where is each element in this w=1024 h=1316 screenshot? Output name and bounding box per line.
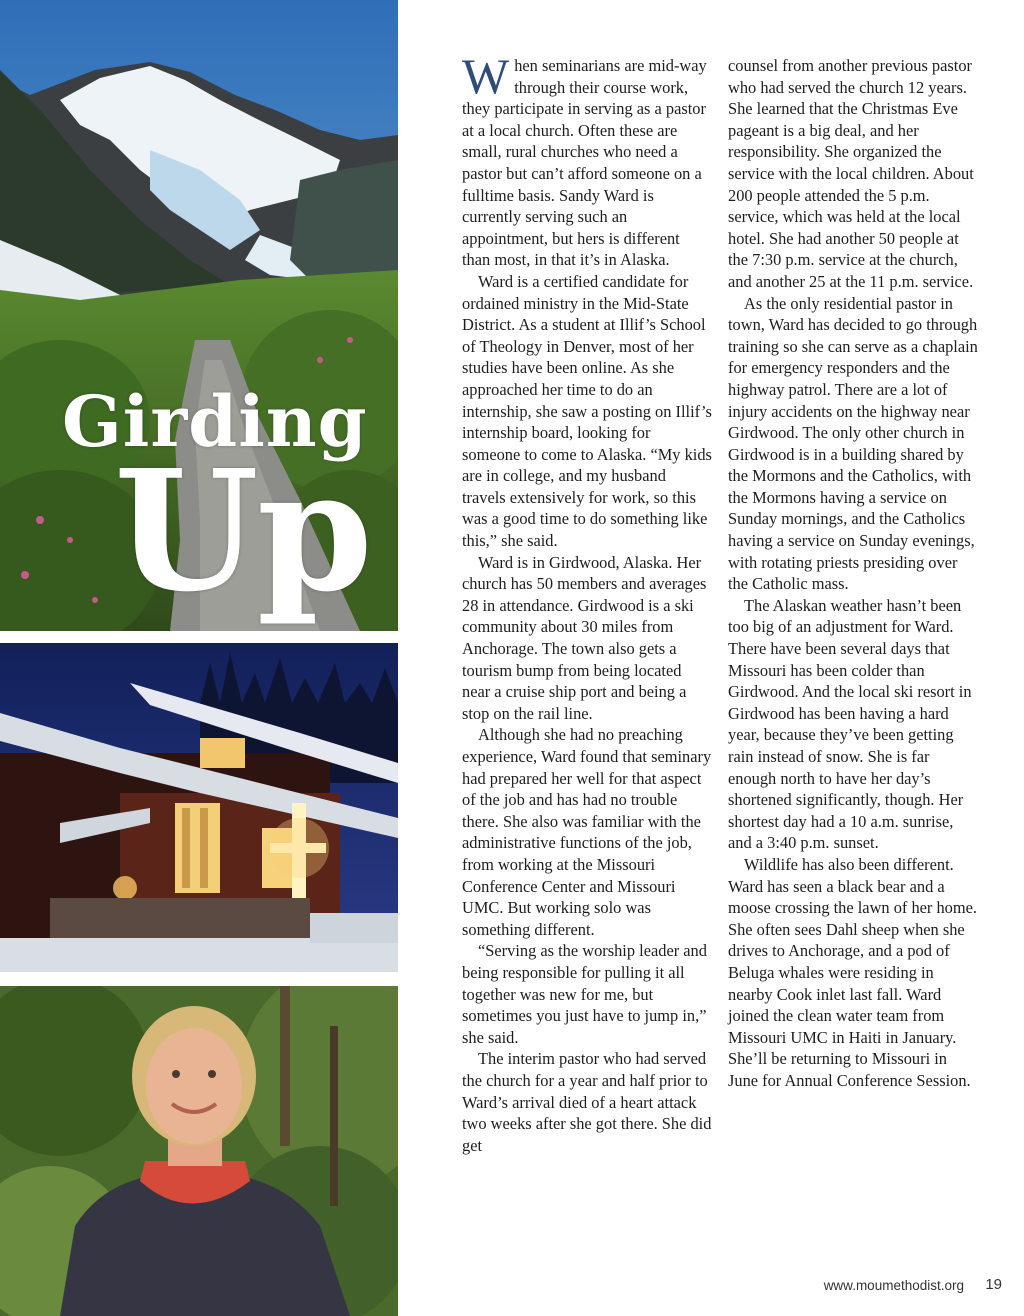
article-paragraph: “Serving as the worship leader and being responsible for pulling it all together was new for me, but sometimes you just have to jump in,” she said.	[462, 941, 707, 1047]
article-paragraph: As the only residential pastor in town, Ward has decided to go through training so she can serve as a chaplain for emergency responders and the highway patrol. There are a lot of injury accidents on the highway near Girdwood. The only other church in Girdwood is in a building shared by the Mormons and the Catholics, with the Mormons having a service on Sunday mornings, and the Catholics having a service on Sunday evenings, with rotating priests presiding over the Catholic mass.	[728, 293, 978, 594]
article-paragraph: The interim pastor who had served the church for a year and half prior to Ward’s arrival died of a heart attack two weeks after she got there. She did get	[462, 1049, 712, 1155]
footer-website-url: www.moumethodist.org	[823, 1278, 964, 1293]
article-paragraph: The Alaskan weather hasn’t been too big of an adjustment for Ward. There have been several days that Missouri has been colder than Girdwood. And the local ski resort in Girdwood has been having a hard year, because they’ve been getting rain instead of snow. She is far enough north to have her day’s shortened significantly, though. Her shortest day had a 10 a.m. sunrise, and a 3:40 p.m. sunset.	[728, 595, 972, 853]
page-number: 19	[985, 1276, 1002, 1293]
article-paragraph: Ward is in Girdwood, Alaska. Her church has 50 members and averages 28 in attendance. Girdwood is a ski community about 30 miles from Anchorage. The town also gets a tourism bump from being located near a cruise ship port and being a stop on the rail line.	[462, 552, 707, 723]
sandy-ward-portrait-photo	[0, 986, 398, 1316]
article-paragraph: Ward is a certified candidate for ordained ministry in the Mid-State District. As a student at Illif’s School of Theology in Denver, most of her studies have been online. As she approached her time to do an internship, she saw a posting on Illif’s internship board, looking for someone to come to Alaska. “My kids are in college, and my husband travels extensively for work, so this was a good time to do something like this,” she said.	[462, 271, 712, 551]
article-paragraph: Wildlife has also been different. Ward has seen a black bear and a moose crossing the lawn of her home. She often sees Dahl sheep when she drives to Anchorage, and a pod of Beluga whales were residing in nearby Cook inlet last fall. Ward joined the clean water team from Missouri UMC in Haiti in January. She’ll be returning to Missouri in June for Annual Conference Session.	[728, 854, 977, 1090]
article-column-2	[728, 55, 978, 1092]
title-line-1: Girding	[62, 380, 368, 463]
article-paragraph: When seminarians are mid-way through their course work, they participate in serving as a pastor at a local church. Often these are small, rural churches who need a pastor but can’t afford someone on a fulltime basis. Sandy Ward is currently serving such an appointment, but hers is different than most, in that it’s in Alaska.	[462, 48, 707, 270]
article-column-1	[462, 48, 712, 1156]
article-paragraph: counsel from another previous pastor who had served the church 12 years. She learned that the Christmas Eve pageant is a big deal, and her responsibility. She organized the service with the local children. About 200 people attended the 5 p.m. service, which was held at the local hotel. She had another 50 people at the 7:30 p.m. service at the church, and another 25 at the 11 p.m. service.	[728, 56, 974, 291]
drop-cap: W	[462, 48, 510, 104]
church-lodge-at-night-photo	[0, 643, 398, 972]
article-paragraph: Although she had no preaching experience, Ward found that seminary had prepared her well for that aspect of the job and has had no trouble there. She also was familiar with the administrative functions of the job, from working at the Missouri Conference Center and Missouri UMC. But working solo was something different.	[462, 725, 712, 939]
title-line-2: Up	[114, 434, 371, 629]
